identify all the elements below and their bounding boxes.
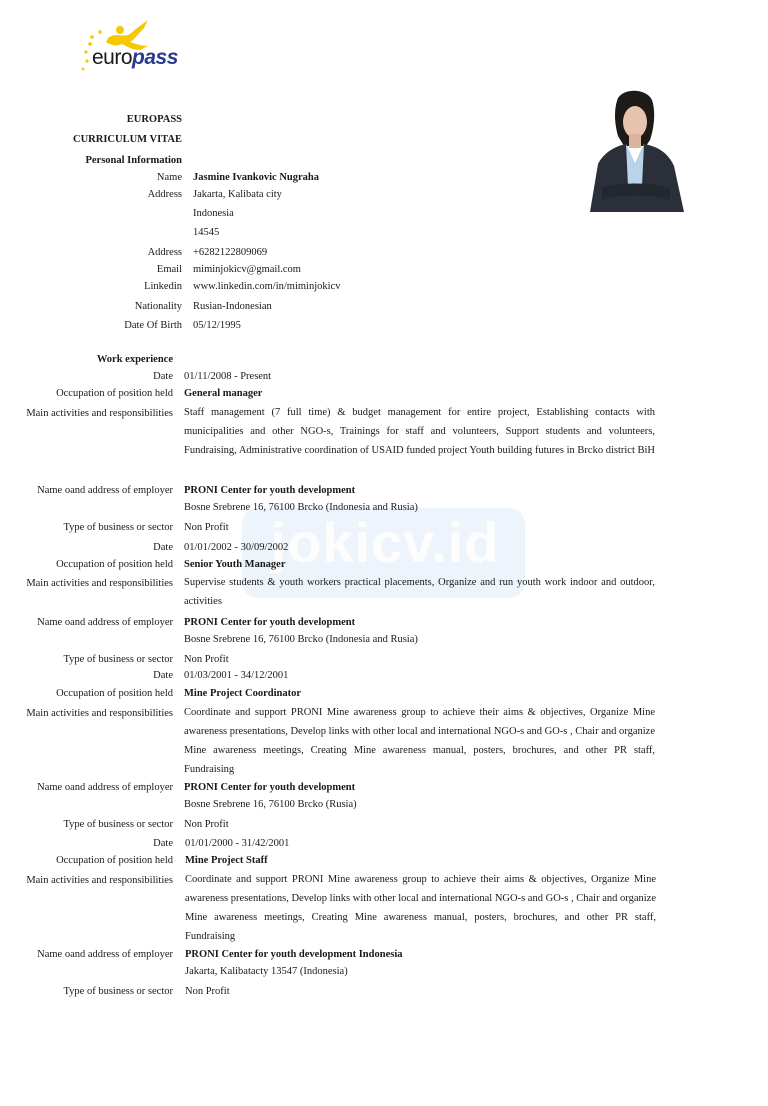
job1-activities-label: Main activities and responsibilities	[26, 408, 173, 419]
job1-business: Non Profit	[184, 522, 229, 533]
job3-activities-label: Main activities and responsibilities	[26, 708, 173, 719]
europass-logo	[78, 16, 190, 78]
job2-activities-label: Main activities and responsibilities	[26, 578, 173, 589]
name-label: Name	[156, 172, 182, 183]
job2-business: Non Profit	[184, 654, 229, 665]
job2-employer-address: Bosne Srebrene 16, 76100 Brcko (Indonesia and Rusia)	[184, 634, 418, 645]
job4-date-label: Date	[153, 838, 173, 849]
email-label: Email	[156, 264, 182, 275]
job3-employer-address: Bosne Srebrene 16, 76100 Brcko (Rusia)	[184, 799, 357, 810]
job3-employer: PRONI Center for youth development	[184, 782, 356, 793]
job2-date-label: Date	[153, 542, 173, 553]
job1-occupation-label: Occupation of position held	[56, 388, 173, 399]
address-label: Address	[147, 189, 182, 200]
phone-value: +6282122809069	[193, 247, 268, 258]
job4-employer: PRONI Center for youth development Indonesia	[185, 949, 403, 960]
linkedin-label: Linkedin	[144, 281, 182, 292]
job2-date: 01/01/2002 - 30/09/2002	[184, 542, 289, 553]
job3-business: Non Profit	[184, 819, 229, 830]
job3-date: 01/03/2001 - 34/12/2001	[184, 670, 289, 681]
job1-position: General manager	[184, 388, 263, 399]
job2-position: Senior Youth Manager	[184, 559, 286, 570]
job4-position: Mine Project Staff	[185, 855, 268, 866]
dob-value: 05/12/1995	[193, 320, 241, 331]
job1-employer-address: Bosne Srebrene 16, 76100 Brcko (Indonesia and Rusia)	[184, 502, 418, 513]
job1-employer: PRONI Center for youth development	[184, 485, 356, 496]
europass-heading: EUROPASS	[126, 114, 182, 125]
email-value: miminjokicv@gmail.com	[193, 264, 301, 275]
address-line-3: 14545	[193, 227, 220, 238]
job4-occupation-label: Occupation of position held	[56, 855, 173, 866]
cv-heading: CURRICULUM VITAE	[73, 134, 182, 145]
address-line-2: Indonesia	[193, 208, 234, 219]
name-value: Jasmine Ivankovic Nugraha	[193, 172, 320, 183]
job4-employer-address: Jakarta, Kalibatacty 13547 (Indonesia)	[185, 966, 348, 977]
linkedin-value: www.linkedin.com/in/miminjokicv	[193, 281, 341, 292]
personal-info-heading: Personal Information	[85, 155, 182, 166]
job1-business-label: Type of business or sector	[63, 522, 173, 533]
job3-position: Mine Project Coordinator	[184, 688, 302, 699]
job4-employer-label: Name oand address of employer	[37, 949, 173, 960]
europass-wordmark: europass	[92, 46, 178, 69]
profile-photo	[584, 88, 688, 212]
job2-employer-label: Name oand address of employer	[37, 617, 173, 628]
job4-activities: Coordinate and support PRONI Mine awareness group to achieve their aims & objectives, Organize Mine awareness presentations, Develop links with other local and international NGO-s and GO-s , Chair and organize Mine awareness meetings, Creating Mine awareness manual, posters, brochures, and other PR staff, Fundraising	[185, 874, 656, 942]
watermark-text: jokicv.id	[270, 511, 500, 574]
nationality-label: Nationality	[134, 301, 182, 312]
job3-date-label: Date	[153, 670, 173, 681]
job1-date-label: Date	[153, 371, 173, 382]
job3-business-label: Type of business or sector	[63, 819, 173, 830]
address-line-1: Jakarta, Kalibata city	[193, 189, 282, 200]
job2-occupation-label: Occupation of position held	[56, 559, 173, 570]
job4-business: Non Profit	[185, 986, 230, 997]
job1-activities: Staff management (7 full time) & budget management for entire project, Establishing contacts with municipalities and other NGO-s, Trainings for staff and volunteers, Support students and volunteers, Fundraising, Administrative coordination of USAID funded project Youth building futures in Brcko district BiH	[184, 407, 655, 456]
job3-occupation-label: Occupation of position held	[56, 688, 173, 699]
job4-date: 01/01/2000 - 31/42/2001	[185, 838, 290, 849]
job1-date: 01/11/2008 - Present	[184, 371, 272, 382]
job2-employer: PRONI Center for youth development	[184, 617, 356, 628]
job1-employer-label: Name oand address of employer	[37, 485, 173, 496]
job3-employer-label: Name oand address of employer	[37, 782, 173, 793]
nationality-value: Rusian-Indonesian	[193, 301, 272, 312]
work-experience-heading: Work experience	[96, 354, 173, 365]
job4-business-label: Type of business or sector	[63, 986, 173, 997]
job3-activities: Coordinate and support PRONI Mine awareness group to achieve their aims & objectives, Organize Mine awareness presentations, Develop links with other local and international NGO-s and GO-s , Chair and organize Mine awareness meetings, Creating Mine awareness manual, posters, brochures, and other PR staff, Fundraising	[184, 707, 655, 775]
job2-activities: Supervise students & youth workers practical placements, Organize and run youth work indoor and outdoor, activities	[184, 577, 655, 607]
job2-business-label: Type of business or sector	[63, 654, 173, 665]
phone-label: Address	[147, 247, 182, 258]
job4-activities-label: Main activities and responsibilities	[26, 875, 173, 886]
dob-label: Date Of Birth	[124, 320, 182, 331]
